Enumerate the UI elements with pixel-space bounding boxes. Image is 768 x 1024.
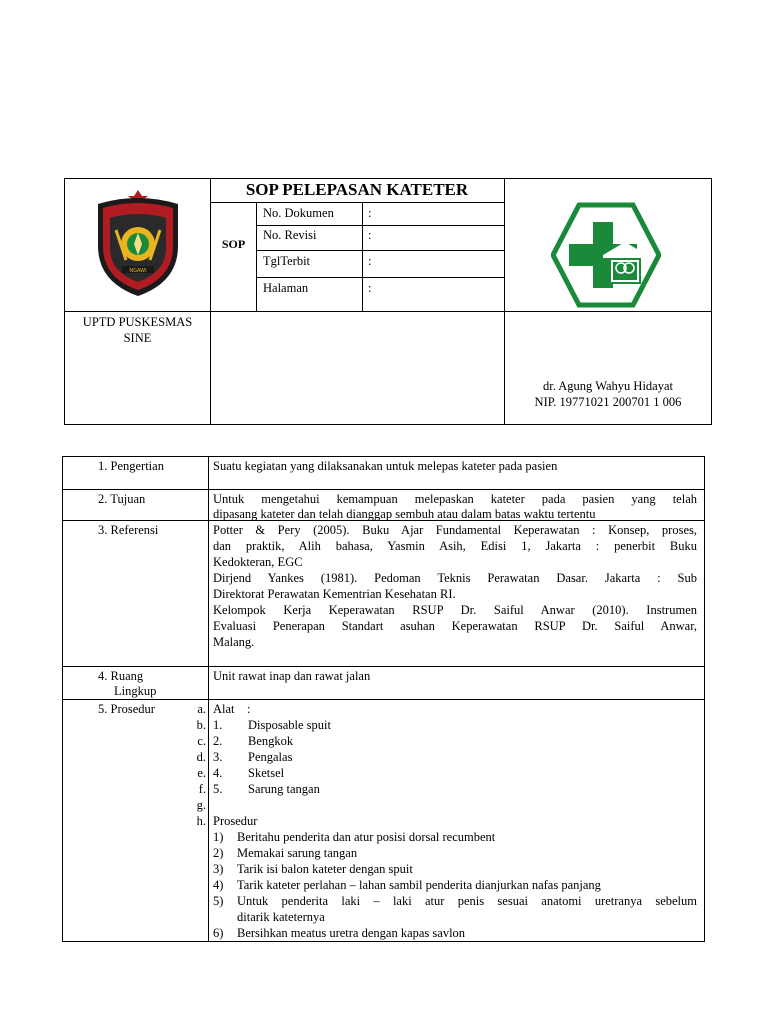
referensi-line: Kedokteran, EGC: [213, 555, 303, 569]
section-text-tujuan-line1: Untuk mengetahui kemampuan melepaskan kateter pada pasien yang telah: [213, 492, 697, 506]
field-label-no-dokumen: No. Dokumen: [263, 206, 334, 220]
alat-item-text: Pengalas: [248, 750, 293, 764]
field-label-tgl-terbit: TglTerbit: [263, 254, 311, 268]
step-num: 2): [213, 846, 224, 860]
referensi-line: Malang.: [213, 635, 255, 649]
section-label-referensi: 3. Referensi: [98, 523, 159, 537]
signatory-name: dr. Agung Wahyu Hidayat: [543, 379, 673, 393]
org-name-line2: SINE: [123, 331, 152, 345]
alat-item-text: Bengkok: [248, 734, 294, 748]
prosedur-letter: a.: [197, 702, 206, 716]
field-value-halaman: :: [368, 281, 372, 295]
step-text: Tarik isi balon kateter dengan spuit: [237, 862, 413, 876]
seal-banner-text: NGAWI: [129, 268, 147, 274]
alat-item-num: 5.: [213, 782, 223, 796]
referensi-line: dan praktik, Alih bahasa, Yasmin Asih, Edisi 1, Jakarta : penerbit Buku: [213, 539, 697, 553]
section-text-tujuan-line2: dipasang kateter dan telah dianggap sembuh atau dalam batas waktu tertentu: [213, 507, 596, 521]
org-name-line1: UPTD PUSKESMAS: [82, 315, 193, 329]
alat-item-num: 4.: [213, 766, 223, 780]
alat-item-text: Disposable spuit: [248, 718, 331, 732]
alat-item-text: Sarung tangan: [248, 782, 320, 796]
step-text: Memakai sarung tangan: [237, 846, 358, 860]
alat-title: Alat :: [213, 702, 251, 716]
prosedur-letter: g.: [196, 798, 206, 812]
step-text-continued: ditarik kateternya: [237, 910, 325, 924]
prosedur-letter: b.: [196, 718, 206, 732]
step-text: Bersihkan meatus uretra dengan kapas savlon: [237, 926, 466, 940]
referensi-line: Dirjend Yankes (1981). Pedoman Teknis Perawatan Dasar. Jakarta : Sub: [213, 571, 697, 585]
puskesmas-logo: [551, 202, 661, 308]
field-value-no-revisi: :: [368, 228, 372, 242]
referensi-line: Kelompok Kerja Keperawatan RSUP Dr. Saiful Anwar (2010). Instrumen: [213, 603, 697, 617]
section-text-pengertian: Suatu kegiatan yang dilaksanakan untuk melepas kateter pada pasien: [213, 459, 558, 473]
section-label-pengertian: 1. Pengertian: [98, 459, 164, 473]
prosedur-letter: c.: [197, 734, 206, 748]
sop-label: SOP: [221, 237, 246, 251]
prosedur-letter: h.: [196, 814, 206, 828]
referensi-line: Evaluasi Penerapan Standart asuhan Keperawatan RSUP Dr. Saiful Anwar,: [213, 619, 697, 633]
step-num: 3): [213, 862, 224, 876]
field-label-no-revisi: No. Revisi: [263, 228, 317, 242]
alat-item-num: 2.: [213, 734, 223, 748]
section-label-tujuan: 2. Tujuan: [98, 492, 146, 506]
section-label-ruang: 4. Ruang: [98, 669, 144, 683]
prosedur-letter: e.: [197, 766, 206, 780]
section-text-ruang-lingkup: Unit rawat inap dan rawat jalan: [213, 669, 371, 683]
field-value-tgl-terbit: :: [368, 254, 372, 268]
prosedur-title: Prosedur: [213, 814, 258, 828]
prosedur-letter: d.: [196, 750, 206, 764]
document-title: SOP PELEPASAN KATETER: [245, 180, 469, 199]
alat-item-num: 3.: [213, 750, 223, 764]
step-num: 6): [213, 926, 224, 940]
field-label-halaman: Halaman: [263, 281, 309, 295]
alat-item-num: 1.: [213, 718, 223, 732]
signatory-nip: NIP. 19771021 200701 1 006: [534, 395, 682, 409]
referensi-line: Potter & Pery (2005). Buku Ajar Fundamental Keperawatan : Konsep, proses,: [213, 523, 697, 537]
field-value-no-dokumen: :: [368, 206, 372, 220]
section-label-lingkup: Lingkup: [114, 684, 157, 698]
alat-item-text: Sketsel: [248, 766, 285, 780]
referensi-line: Direktorat Perawatan Kementrian Kesehatan RI.: [213, 587, 456, 601]
step-num: 5): [213, 894, 224, 908]
prosedur-letter: f.: [198, 782, 206, 796]
step-num: 1): [213, 830, 224, 844]
section-label-prosedur: 5. Prosedur: [98, 702, 155, 716]
step-num: 4): [213, 878, 224, 892]
step-text: Tarik kateter perlahan – lahan sambil penderita dianjurkan nafas panjang: [237, 878, 601, 892]
step-text: Beritahu penderita dan atur posisi dorsal recumbent: [237, 830, 496, 844]
regency-seal-logo: [92, 186, 184, 298]
step-text: Untuk penderita laki – laki atur penis sesuai anatomi uretranya sebelum: [237, 894, 697, 908]
